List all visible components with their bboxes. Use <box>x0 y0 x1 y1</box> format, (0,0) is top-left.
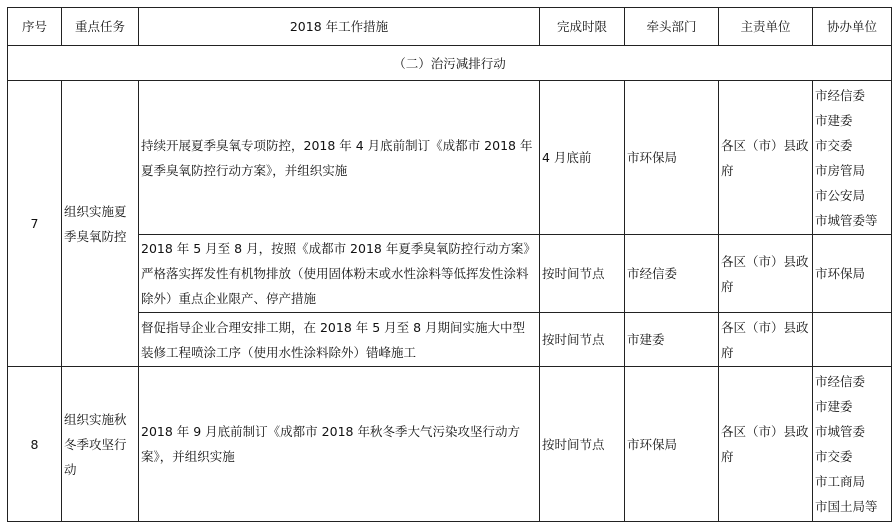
header-main: 主责单位 <box>719 8 813 46</box>
assist-unit-cell <box>813 313 892 367</box>
measure-cell: 督促指导企业合理安排工期，在 2018 年 5 月至 8 月期间实施大中型装修工程喷涂工序（使用水性涂料除外）错峰施工 <box>139 313 540 367</box>
assist-unit-cell: 市经信委 市建委 市交委 市房管局 市公安局 市城管委等 <box>813 81 892 235</box>
deadline-cell: 按时间节点 <box>540 235 625 313</box>
header-deadline: 完成时限 <box>540 8 625 46</box>
task-cell: 组织实施秋冬季攻坚行动 <box>62 367 139 522</box>
table-row <box>8 367 892 522</box>
section-title: （二）治污减排行动 <box>8 46 892 81</box>
measure-cell: 2018 年 5 月至 8 月，按照《成都市 2018 年夏季臭氧防控行动方案》严格落实挥发性有机物排放（使用固体粉末或水性涂料等低挥发性涂料除外）重点企业限产、停产措施 <box>139 235 540 313</box>
assist-unit-cell: 市经信委 市建委 市城管委 市交委 市工商局 市国土局等 <box>813 367 892 522</box>
header-seq: 序号 <box>8 8 62 46</box>
deadline-cell: 按时间节点 <box>540 367 625 522</box>
deadline-cell: 按时间节点 <box>540 313 625 367</box>
table-row <box>8 235 892 313</box>
measure-cell: 2018 年 9 月底前制订《成都市 2018 年秋冬季大气污染攻坚行动方案》，并组织实施 <box>139 367 540 522</box>
measure-cell: 持续开展夏季臭氧专项防控，2018 年 4 月底前制订《成都市 2018 年夏季臭氧防控行动方案》，并组织实施 <box>139 81 540 235</box>
lead-dept-cell: 市经信委 <box>625 235 719 313</box>
main-unit-cell: 各区（市）县政府 <box>719 313 813 367</box>
lead-dept-cell: 市环保局 <box>625 367 719 522</box>
header-measures: 2018 年工作措施 <box>139 8 540 46</box>
seq-cell: 8 <box>8 367 62 522</box>
deadline-cell: 4 月底前 <box>540 81 625 235</box>
lead-dept-cell: 市建委 <box>625 313 719 367</box>
header-task: 重点任务 <box>62 8 139 46</box>
lead-dept-cell: 市环保局 <box>625 81 719 235</box>
work-measures-table <box>7 7 892 522</box>
header-lead: 牵头部门 <box>625 8 719 46</box>
assist-unit-cell: 市环保局 <box>813 235 892 313</box>
header-row <box>8 8 892 46</box>
table-row <box>8 313 892 367</box>
header-assist: 协办单位 <box>813 8 892 46</box>
table-row <box>8 81 892 235</box>
section-row <box>8 46 892 81</box>
seq-cell: 7 <box>8 81 62 367</box>
main-unit-cell: 各区（市）县政府 <box>719 367 813 522</box>
main-unit-cell: 各区（市）县政府 <box>719 81 813 235</box>
task-cell: 组织实施夏季臭氧防控 <box>62 81 139 367</box>
main-unit-cell: 各区（市）县政府 <box>719 235 813 313</box>
